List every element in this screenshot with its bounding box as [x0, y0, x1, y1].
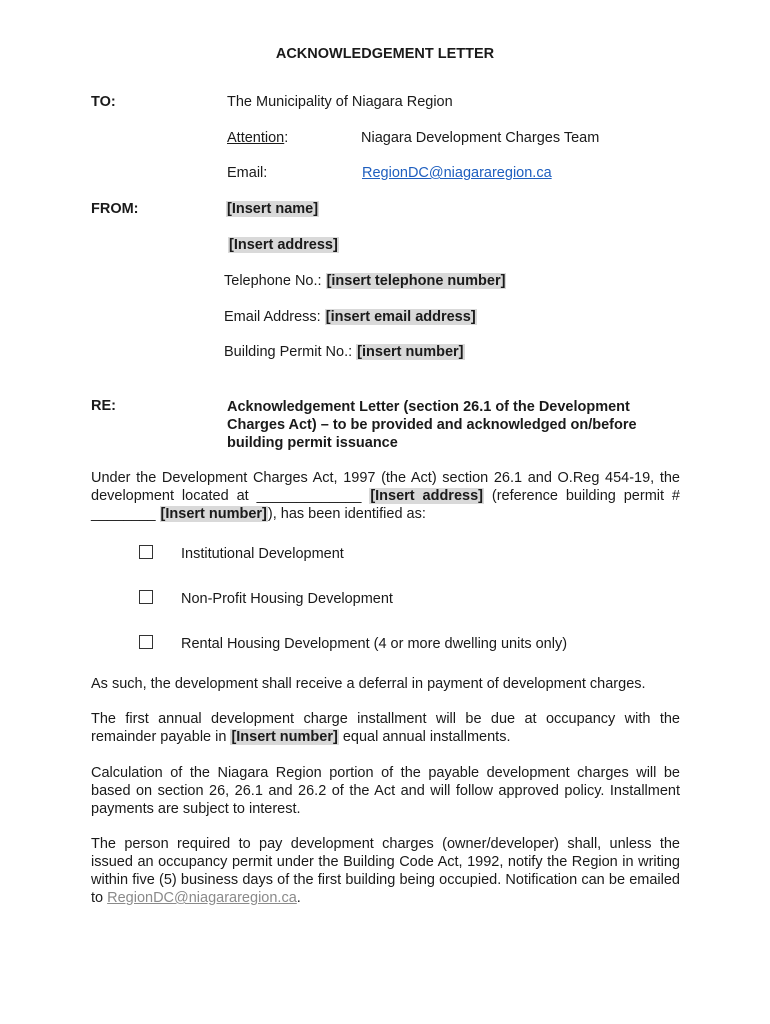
non-profit-checkbox[interactable] — [139, 590, 153, 604]
permit-line — [224, 344, 465, 360]
insert-telephone-field[interactable]: [insert telephone number] — [326, 273, 506, 289]
region-email-link[interactable]: RegionDC@niagararegion.ca — [362, 165, 552, 181]
institutional-label: Institutional Development — [181, 546, 344, 562]
notification-paragraph — [91, 835, 680, 907]
re-label: RE: — [91, 398, 116, 414]
rental-label: Rental Housing Development (4 or more dwelling units only) — [181, 636, 568, 652]
intro-address-field[interactable]: [Insert address] — [370, 488, 483, 504]
attention-label-text: Attention — [227, 130, 285, 146]
email-address-line — [224, 309, 477, 325]
rental-checkbox[interactable] — [139, 635, 153, 649]
email-link-wrapper — [362, 165, 552, 181]
attention-label — [227, 130, 288, 146]
calculation-paragraph: Calculation of the Niagara Region portion of the payable development charges will be based on section 26, 26.1 and 26.2 of the Act and will follow approved policy. Installment payments are subject to interest. — [91, 765, 680, 817]
document-title: ACKNOWLEDGEMENT LETTER — [275, 46, 495, 62]
deferral-paragraph: As such, the development shall receive a deferral in payment of development charges. — [91, 676, 646, 692]
intro-part2: (reference building permit # ________ — [91, 488, 680, 522]
permit-label: Building Permit No.: — [224, 344, 357, 360]
re-subject: Acknowledgement Letter (section 26.1 of the Development Charges Act) – to be provided and acknowledged on/before building permit issuance — [227, 399, 637, 451]
insert-email-field[interactable]: [insert email address] — [325, 309, 476, 325]
installment-paragraph — [91, 710, 680, 746]
institutional-checkbox[interactable] — [139, 545, 153, 559]
from-label: FROM: — [91, 201, 139, 217]
notification-email-link[interactable]: RegionDC@niagararegion.ca — [107, 890, 297, 906]
notification-text: The person required to pay development charges (owner/developer) shall, unless the issued an occupancy permit under the Building Code Act, 1992, notify the Region in writing within five (5) business days of the first building being occupied. Notification can be emailed to — [91, 836, 680, 906]
telephone-line — [224, 273, 506, 289]
from-name-line — [226, 201, 319, 217]
installment-part2: equal annual installments. — [338, 729, 511, 745]
to-label: TO: — [91, 94, 116, 110]
attention-value: Niagara Development Charges Team — [361, 130, 600, 146]
non-profit-label: Non-Profit Housing Development — [181, 591, 393, 607]
installment-number-field[interactable]: [Insert number] — [231, 729, 338, 745]
intro-part1: Under the Development Charges Act, 1997 (the Act) section 26.1 and O.Reg 454-19, the development located at _____________ — [91, 470, 680, 504]
from-address-line — [228, 237, 339, 253]
intro-number-field[interactable]: [Insert number] — [160, 506, 267, 522]
installment-part1: The first annual development charge installment will be due at occupancy with the remainder payable in — [91, 711, 680, 745]
notification-end: . — [296, 890, 301, 906]
insert-address-field[interactable]: [Insert address] — [229, 237, 338, 253]
insert-permit-field[interactable]: [insert number] — [357, 344, 464, 360]
insert-name-field[interactable]: [Insert name] — [227, 201, 319, 217]
intro-part3: ), has been identified as: — [267, 506, 426, 522]
to-recipient: The Municipality of Niagara Region — [227, 94, 453, 110]
telephone-label: Telephone No.: — [224, 273, 326, 289]
attention-colon: : — [284, 130, 289, 146]
email-label: Email: — [227, 165, 268, 181]
intro-paragraph — [91, 469, 680, 523]
email-address-label: Email Address: — [224, 309, 325, 325]
